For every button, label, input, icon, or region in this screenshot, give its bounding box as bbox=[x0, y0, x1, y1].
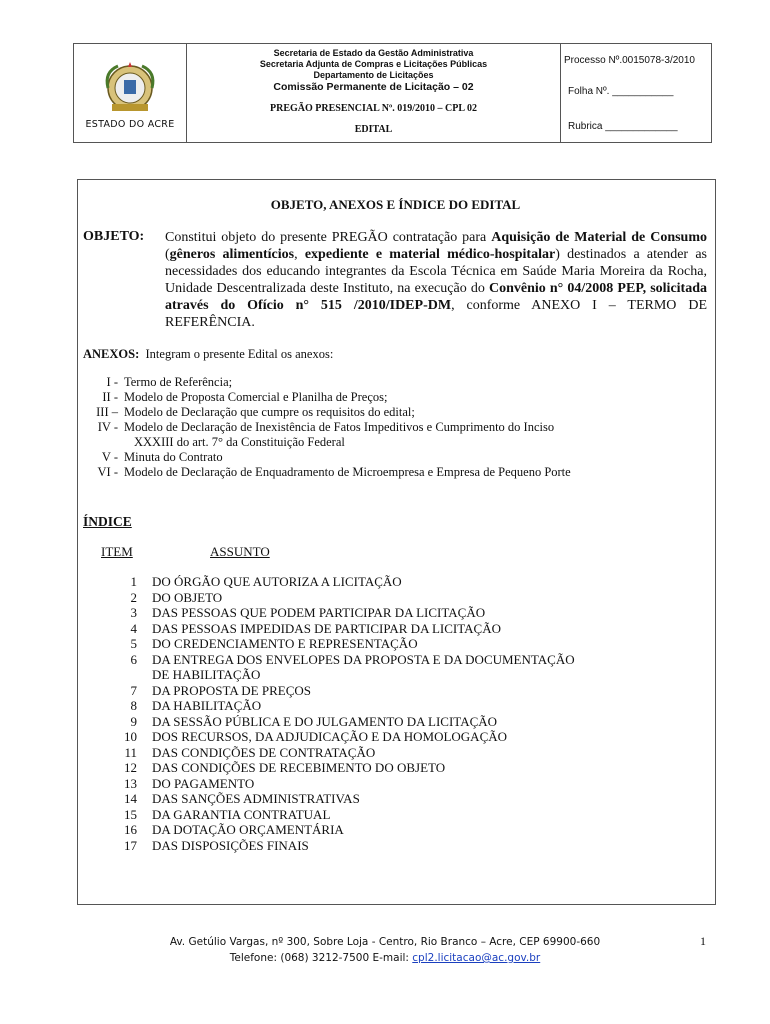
indice-item-subject: DA SESSÃO PÚBLICA E DO JULGAMENTO DA LICITAÇÃO bbox=[152, 713, 498, 729]
indice-item-subject: DAS DISPOSIÇÕES FINAIS bbox=[152, 837, 309, 853]
estado-label: ESTADO DO ACRE bbox=[85, 119, 175, 130]
anexos-intro-text: Integram o presente Edital os anexos: bbox=[145, 347, 334, 361]
indice-item-number: 6 bbox=[130, 651, 137, 667]
indice-item-subject: DA ENTREGA DOS ENVELOPES DA PROPOSTA E DA DOCUMENTAÇÃO bbox=[152, 651, 575, 667]
indice-item-subject: DA PROPOSTA DE PREÇOS bbox=[152, 682, 311, 698]
objeto-text-part: Constitui objeto do presente PREGÃO contratação para bbox=[165, 230, 492, 245]
objeto-bold-part: Convênio n° 04/2008 PEP, solicitada através do Ofício n° 515 /2010/IDEP-DM bbox=[165, 281, 707, 313]
indice-item-subject: DAS CONDIÇÕES DE CONTRATAÇÃO bbox=[152, 744, 376, 760]
objeto-text bbox=[165, 229, 707, 331]
indice-row bbox=[77, 714, 707, 730]
anexos-label: ANEXOS: bbox=[83, 347, 140, 361]
processo-number: Processo Nº.0015078-3/2010 bbox=[564, 55, 695, 66]
acre-coat-of-arms-icon bbox=[98, 58, 162, 118]
indice-item-number: 17 bbox=[124, 837, 137, 853]
comissao-line: Comissão Permanente de Licitação – 02 bbox=[273, 81, 474, 93]
page-footer bbox=[0, 934, 770, 966]
objeto-bold-part: expediente e material médico-hospitalar bbox=[304, 247, 556, 262]
page-number: 1 bbox=[700, 934, 706, 948]
objeto-bold-part: gêneros alimentícios bbox=[169, 247, 295, 262]
anexo-text: XXXIII do art. 7° da Constituição Federal bbox=[134, 435, 345, 449]
anexo-item bbox=[66, 375, 706, 390]
objeto-text-part: , bbox=[294, 247, 305, 262]
indice-row bbox=[77, 760, 707, 776]
indice-item-subject: DAS PESSOAS IMPEDIDAS DE PARTICIPAR DA LICITAÇÃO bbox=[152, 620, 502, 636]
footer-email-link[interactable]: cpl2.licitacao@ac.gov.br bbox=[412, 952, 541, 964]
indice-row bbox=[77, 667, 707, 683]
indice-item-number: 13 bbox=[124, 775, 137, 791]
anexo-number: II - bbox=[102, 390, 118, 404]
document-header bbox=[73, 43, 712, 143]
secretaria-line-1: Secretaria de Estado da Gestão Administrativa bbox=[273, 48, 474, 58]
header-title-cell bbox=[187, 44, 561, 142]
indice-row bbox=[77, 698, 707, 714]
indice-item-number: 15 bbox=[124, 806, 137, 822]
indice-item-number: 12 bbox=[124, 760, 137, 775]
anexo-text: Modelo de Declaração que cumpre os requisitos do edital; bbox=[124, 405, 415, 419]
anexo-number: III – bbox=[96, 405, 118, 419]
anexo-item bbox=[66, 465, 706, 480]
anexos-list bbox=[66, 375, 706, 480]
anexo-item bbox=[66, 390, 706, 405]
indice-item-number: 4 bbox=[130, 620, 137, 636]
indice-item-subject: DO ÓRGÃO QUE AUTORIZA A LICITAÇÃO bbox=[152, 574, 402, 589]
indice-item-number: 16 bbox=[124, 822, 137, 837]
indice-item-subject: DA HABILITAÇÃO bbox=[152, 698, 262, 713]
indice-row bbox=[77, 683, 707, 699]
pregao-line: PREGÃO PRESENCIAL Nº. 019/2010 – CPL 02 bbox=[270, 103, 477, 114]
indice-row bbox=[77, 807, 707, 823]
indice-item-number: 7 bbox=[130, 682, 137, 698]
indice-row bbox=[77, 838, 707, 854]
indice-item-subject: DOS RECURSOS, DA ADJUDICAÇÃO E DA HOMOLOGAÇÃO bbox=[152, 729, 508, 744]
secretaria-line-2: Secretaria Adjunta de Compras e Licitações Públicas bbox=[259, 59, 488, 69]
indice-item-number: 8 bbox=[130, 698, 137, 713]
indice-item-number: 11 bbox=[124, 744, 137, 760]
anexo-item bbox=[66, 450, 706, 465]
indice-item-subject: DO PAGAMENTO bbox=[152, 775, 255, 791]
footer-contact bbox=[0, 950, 770, 966]
header-process-cell bbox=[561, 44, 711, 142]
indice-col-assunto: ASSUNTO bbox=[210, 544, 270, 559]
indice-item-number: 9 bbox=[130, 713, 137, 729]
indice-item-subject: DA GARANTIA CONTRATUAL bbox=[152, 806, 331, 822]
rubrica-field: Rubrica _____________ bbox=[568, 121, 678, 132]
anexo-text: Termo de Referência; bbox=[124, 375, 233, 389]
indice-item-number: 3 bbox=[130, 605, 137, 620]
edital-line: EDITAL bbox=[354, 124, 393, 135]
indice-row bbox=[77, 745, 707, 761]
indice-row bbox=[77, 636, 707, 652]
indice-item-subject: DAS CONDIÇÕES DE RECEBIMENTO DO OBJETO bbox=[152, 760, 446, 775]
indice-item-subject: DE HABILITAÇÃO bbox=[152, 667, 261, 682]
indice-row bbox=[77, 791, 707, 807]
indice-item-number: 2 bbox=[130, 589, 137, 605]
indice-row bbox=[77, 590, 707, 606]
indice-item-subject: DO CREDENCIAMENTO E REPRESENTAÇÃO bbox=[152, 636, 418, 651]
anexos-intro bbox=[83, 347, 333, 362]
indice-item-number: 1 bbox=[130, 574, 137, 589]
anexo-number: V - bbox=[101, 450, 118, 464]
anexo-text: Minuta do Contrato bbox=[124, 450, 223, 464]
header-logo-cell bbox=[74, 44, 187, 142]
objeto-bold-part: Aquisição de Material de Consumo bbox=[491, 230, 708, 245]
indice-item-subject: DAS PESSOAS QUE PODEM PARTICIPAR DA LICITAÇÃO bbox=[152, 605, 486, 620]
indice-row bbox=[77, 652, 707, 668]
anexo-text: Modelo de Declaração de Inexistência de Fatos Impeditivos e Cumprimento do Inciso bbox=[124, 420, 555, 434]
objeto-text-part: ( bbox=[165, 247, 170, 262]
indice-item-number: 10 bbox=[124, 729, 137, 744]
indice-item-number: 5 bbox=[130, 636, 137, 651]
indice-item-subject: DO OBJETO bbox=[152, 589, 223, 605]
anexo-number: VI - bbox=[97, 465, 118, 479]
indice-row bbox=[77, 776, 707, 792]
objeto-text-part: ) destinados a atender as necessidades dos educando integrantes da Escola Técnica em Saúde Maria Moreira da Rocha, Unidade Descentralizada deste Instituto, na execução do bbox=[165, 247, 707, 296]
objeto-label: OBJETO: bbox=[83, 229, 145, 244]
indice-item-subject: DA DOTAÇÃO ORÇAMENTÁRIA bbox=[152, 822, 344, 837]
footer-phone: Telefone: (068) 3212-7500 E-mail: bbox=[229, 952, 413, 964]
anexo-text: Modelo de Declaração de Enquadramento de Microempresa e Empresa de Pequeno Porte bbox=[124, 465, 571, 479]
indice-col-item: ITEM bbox=[101, 544, 133, 559]
anexo-item bbox=[66, 405, 706, 420]
anexo-number: I - bbox=[106, 375, 118, 389]
anexo-text: Modelo de Proposta Comercial e Planilha de Preços; bbox=[124, 390, 388, 404]
indice-item-number: 14 bbox=[124, 791, 137, 806]
indice-row bbox=[77, 574, 707, 590]
anexo-number: IV - bbox=[97, 420, 118, 434]
objeto-text-part: , conforme ANEXO I – TERMO DE REFERÊNCIA. bbox=[165, 298, 708, 330]
indice-row bbox=[77, 729, 707, 745]
anexo-item bbox=[66, 435, 706, 450]
indice-row bbox=[77, 822, 707, 838]
indice-row bbox=[77, 621, 707, 637]
departamento-line: Departamento de Licitações bbox=[313, 70, 434, 80]
footer-address: Av. Getúlio Vargas, nº 300, Sobre Loja - Centro, Rio Branco – Acre, CEP 69900-660 bbox=[169, 936, 601, 948]
indice-title: ÍNDICE bbox=[83, 514, 132, 529]
folha-field: Folha Nº. ___________ bbox=[568, 86, 674, 97]
indice-row bbox=[77, 605, 707, 621]
anexo-item bbox=[66, 420, 706, 435]
indice-item-subject: DAS SANÇÕES ADMINISTRATIVAS bbox=[152, 791, 360, 806]
page-title: OBJETO, ANEXOS E ÍNDICE DO EDITAL bbox=[270, 197, 521, 212]
indice-list bbox=[77, 574, 707, 864]
